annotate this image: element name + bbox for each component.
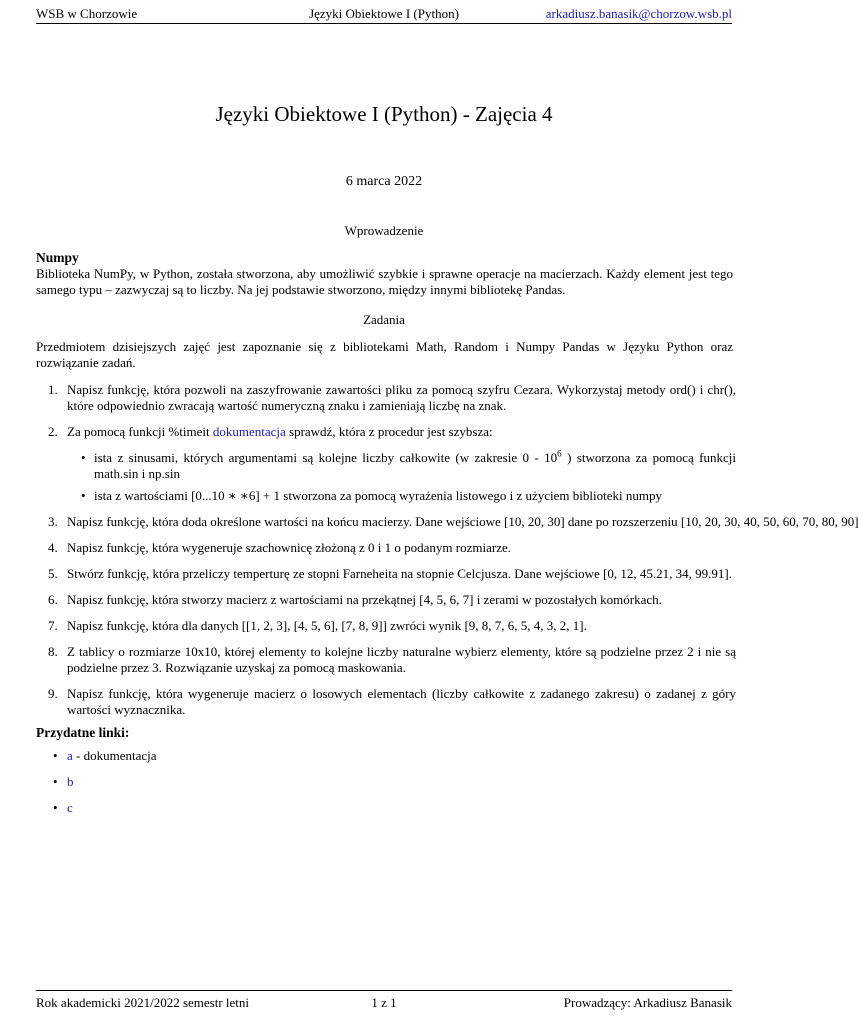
useful-links-heading: Przydatne linki: [36, 725, 130, 740]
task-item-1 [36, 382, 736, 414]
tasks-intro: Przedmiotem dzisiejszych zajęć jest zapoznanie się z bibliotekami Math, Random i Numpy Pandas w Języku Python oraz rozwiązanie zadań. [36, 339, 733, 370]
page-footer [36, 995, 732, 1015]
exponent: 6 [557, 448, 562, 459]
task-text: Napisz funkcję, która doda określone wartości na końcu macierzy. Dane wejściowe [10, 20, 30] dane po rozszerzeniu [10, 20, 30, 40, 50, 60, 70, 80, 90] [67, 514, 859, 529]
numpy-text: Biblioteka NumPy, w Python, została stworzona, aby umożliwić szybkie i sprawne operacje na macierzach. Każdy element jest tego samego typu – zazwyczaj są to liczby. Na jej podstawie stworzono, między innymi bibliotekę Pandas. [36, 266, 733, 297]
task-text: Napisz funkcję, która wygeneruje macierz o losowych elementach (liczby całkowite z zadanego zakresu) o zadanej z góry wartości wyznacznika. [67, 686, 736, 717]
numpy-section [36, 250, 733, 298]
link-item-c [36, 800, 157, 826]
task-text: Z tablicy o rozmiarze 10x10, której elementy to kolejne liczby naturalne wybierz elementy, które są podzielne przez 2 i nie są podzielne przez 3. Rozwiązanie uzyskaj za pomocą maskowania. [67, 644, 736, 675]
section-tasks-heading: Zadania [363, 312, 405, 327]
bullet-icon: • [81, 450, 86, 465]
sub-item-1 [67, 450, 736, 482]
sub-text: ista z wartościami [0...10 ∗ ∗6] + 1 stworzona za pomocą wyrażenia listowego i z użyciem biblioteki numpy [94, 488, 662, 503]
task-item-7 [36, 618, 736, 634]
numpy-heading: Numpy [36, 250, 79, 265]
bullet-icon: • [81, 488, 86, 503]
task-number: 1. [48, 382, 58, 397]
link-a-description: - dokumentacja [72, 748, 157, 763]
sub-text: ista z sinusami, których argumentami są kolejne liczby całkowite (w zakresie 0 - 10 [94, 450, 558, 465]
task-item-2 [36, 424, 736, 504]
task-item-5 [36, 566, 736, 582]
footer-semester: Rok akademicki 2021/2022 semestr letni [36, 995, 250, 1010]
task-number: 2. [48, 424, 58, 439]
useful-links-list [36, 748, 157, 826]
task-text: sprawdź, która z procedur jest szybsza: [285, 424, 493, 439]
bullet-icon: • [53, 800, 58, 815]
link-b[interactable]: b [67, 774, 74, 789]
sub-item-2 [67, 488, 736, 504]
documentation-link[interactable]: dokumentacja [212, 424, 286, 439]
link-item-b [36, 774, 157, 800]
task-2-sublist [67, 450, 736, 504]
link-a[interactable]: a [67, 748, 73, 763]
bullet-icon: • [53, 774, 58, 789]
task-item-6 [36, 592, 736, 608]
footer-rule [36, 990, 732, 991]
task-text: Napisz funkcję, która stworzy macierz z wartościami na przekątnej [4, 5, 6, 7] i zerami w pozostałych komórkach. [67, 592, 662, 607]
document-date: 6 marca 2022 [345, 174, 423, 189]
footer-page-number: 1 z 1 [371, 995, 397, 1010]
page-header [36, 4, 732, 24]
task-number: 5. [48, 566, 58, 581]
task-list [36, 382, 859, 728]
link-item-a [36, 748, 157, 774]
header-rule [36, 23, 732, 24]
task-item-9 [36, 686, 736, 718]
task-text: Napisz funkcję, która wygeneruje szachownicę złożoną z 0 i 1 o podanym rozmiarze. [67, 540, 511, 555]
task-item-4 [36, 540, 736, 556]
document-title: Języki Obiektowe I (Python) - Zajęcia 4 [215, 102, 553, 126]
task-item-3 [36, 514, 859, 530]
bullet-icon: • [53, 748, 58, 763]
sub-text: ) stworzona za pomocą funkcji math.sin i np.sin [94, 450, 736, 481]
header-institution: WSB w Chorzowie [36, 6, 138, 21]
task-text: Napisz funkcję, która dla danych [[1, 2, 3], [4, 5, 6], [7, 8, 9]] zwróci wynik [9, 8, 7, 6, 5, 4, 3, 2, 1]. [67, 618, 587, 633]
header-course: Języki Obiektowe I (Python) [309, 6, 459, 21]
task-text: Stwórz funkcję, która przeliczy temperturę ze stopni Farneheita na stopnie Celcjusza. Dane wejściowe [0, 12, 45.21, 34, 99.91]. [67, 566, 732, 581]
task-number: 4. [48, 540, 58, 555]
task-text: Za pomocą funkcji %timeit [67, 424, 213, 439]
task-number: 6. [48, 592, 58, 607]
task-text: Napisz funkcję, która pozwoli na zaszyfrowanie zawartości pliku za pomocą szyfru Cezara. Wykorzystaj metody ord() i chr(), które odpowiednio zwracają wartość numeryczną znaku i zamieniają liczbę na znak. [67, 382, 736, 413]
task-number: 9. [48, 686, 58, 701]
task-number: 7. [48, 618, 58, 633]
header-email-link[interactable]: arkadiusz.banasik@chorzow.wsb.pl [545, 6, 732, 21]
task-number: 3. [48, 514, 58, 529]
section-intro-heading: Wprowadzenie [344, 223, 424, 238]
footer-instructor: Prowadzący: Arkadiusz Banasik [563, 995, 732, 1010]
link-c[interactable]: c [67, 800, 73, 815]
task-item-8 [36, 644, 736, 676]
task-number: 8. [48, 644, 58, 659]
